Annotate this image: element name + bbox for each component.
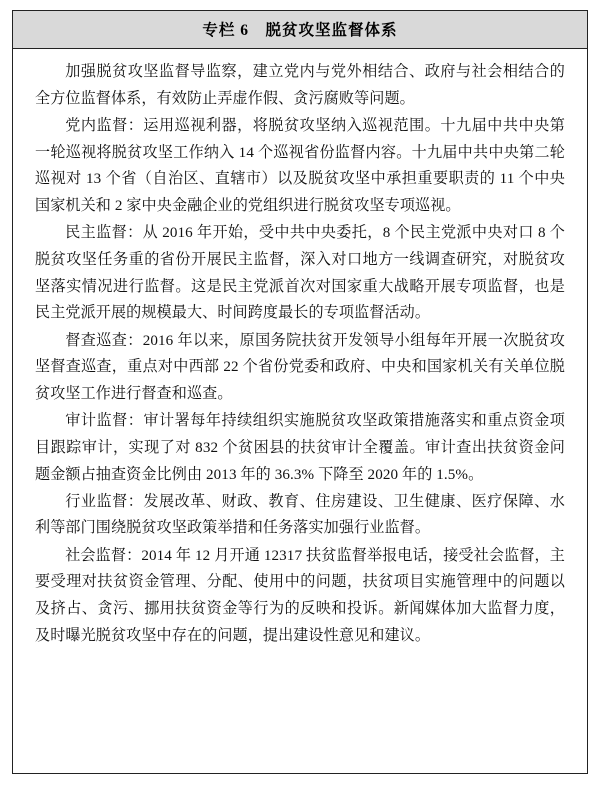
callout-body <box>13 49 587 773</box>
callout-title: 专栏 6 脱贫攻坚监督体系 <box>202 22 398 39</box>
body-paragraph: 党内监督：运用巡视利器，将脱贫攻坚纳入巡视范围。十九届中共中央第一轮巡视将脱贫攻坚工作纳入 14 个巡视省份监督内容。十九届中共中央第二轮巡视对 13 个省（自治区、直辖市）以及脱贫攻坚中承担重要职责的 11 个中央国家机关和 2 家中央金融企业的党组织进行脱贫攻坚专项巡视。 <box>35 117 565 215</box>
body-paragraph: 行业监督：发展改革、财政、教育、住房建设、卫生健康、医疗保障、水利等部门围绕脱贫攻坚政策举措和任务落实加强行业监督。 <box>35 493 565 537</box>
callout-title-bar <box>13 11 587 49</box>
body-paragraph: 民主监督：从 2016 年开始，受中共中央委托，8 个民主党派中央对口 8 个脱贫攻坚任务重的省份开展民主监督，深入对口地方一线调查研究，对脱贫攻坚落实情况进行监督。这是民主党派首次对国家重大战略开展专项监督，也是民主党派开展的规模最大、时间跨度最长的专项监督活动。 <box>35 225 565 322</box>
body-paragraph: 督查巡查：2016 年以来，原国务院扶贫开发领导小组每年开展一次脱贫攻坚督查巡查，重点对中西部 22 个省份党委和政府、中央和国家机关有关单位脱贫攻坚工作进行督查和巡查。 <box>35 332 565 402</box>
body-paragraph: 审计监督：审计署每年持续组织实施脱贫攻坚政策措施落实和重点资金项目跟踪审计，实现了对 832 个贫困县的扶贫审计全覆盖。审计查出扶贫资金问题金额占抽查资金比例由 2013 年的 36.3% 下降至 2020 年的 1.5%。 <box>35 413 565 483</box>
body-paragraph: 加强脱贫攻坚监督导监察，建立党内与党外相结合、政府与社会相结合的全方位监督体系，有效防止弄虚作假、贪污腐败等问题。 <box>35 64 565 107</box>
body-paragraph: 社会监督：2014 年 12 月开通 12317 扶贫监督举报电话，接受社会监督，主要受理对扶贫资金管理、分配、使用中的问题，扶贫项目实施管理中的问题以及挤占、贪污、挪用扶贫资金等行为的反映和投诉。新闻媒体加大监督力度，及时曝光脱贫攻坚中存在的问题，提出建设性意见和建议。 <box>35 547 565 644</box>
callout-box <box>12 10 588 774</box>
